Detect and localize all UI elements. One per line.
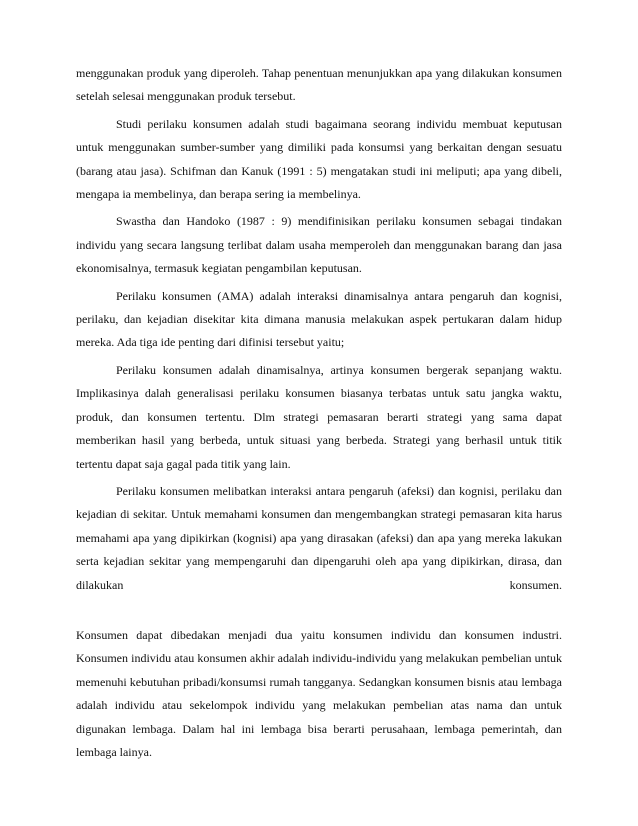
paragraph-swastha-handoko: Swastha dan Handoko (1987 : 9) mendifinisikan perilaku konsumen sebagai tindakan individu yang secara langsung terlibat dalam usaha memperoleh dan menggunakan barang dan jasa ekonomisalnya, termasuk kegiatan pengambilan keputusan. [76,214,562,276]
paragraph-jenis-konsumen: Konsumen dapat dibedakan menjadi dua yaitu konsumen individu dan konsumen industri. Konsumen individu atau konsumen akhir adalah individu-individu yang melakukan pembelian untuk memenuhi kebutuhan pribadi/konsumsi rumah tangganya. Sedangkan konsumen bisnis atau lembaga adalah individu atau sekelompok individu yang melakukan pembelian atas nama dan untuk digunakan lembaga. Dalam hal ini lembaga bisa berarti perusahaan, lembaga pemerintah, dan lembaga lainya. [76,627,562,759]
paragraph-interaksi: Perilaku konsumen melibatkan interaksi antara pengaruh (afeksi) dan kognisi, perilaku dan kejadian di sekitar. Untuk memahami konsumen dan mengembangkan strategi pemasaran kita harus memahami apa yang dipikirkan (kognisi) apa yang dirasakan (afeksi) dan apa yang mereka lakukan serta kejadian sekitar yang mempengaruhi dan dipengaruhi oleh apa yang dipikirkan, dirasa, dan dilakukan konsumen. [76,483,562,592]
paragraph-dinamis: Perilaku konsumen adalah dinamisalnya, artinya konsumen bergerak sepanjang waktu. Implikasinya dalah generalisasi perilaku konsumen biasanya terbatas untuk satu jangka waktu, produk, dan konsumen tertentu. Dlm strategi pemasaran berarti strategi yang sama dapat memberikan hasil yang berbeda, untuk situasi yang berbeda. Strategi yang berhasil untuk titik tertentu dapat saja gagal pada titik yang lain. [76,362,562,471]
paragraph-continuation: menggunakan produk yang diperoleh. Tahap penentuan menunjukkan apa yang dilakukan konsumen setelah selesai menggunakan produk tersebut. [76,66,562,104]
paragraph-gap [76,601,562,624]
document-page [76,62,562,768]
paragraph-ama-definition: Perilaku konsumen (AMA) adalah interaksi dinamisalnya antara pengaruh dan kognisi, perilaku, dan kejadian disekitar kita dimana manusia melakukan aspek pertukaran dalam hidup mereka. Ada tiga ide penting dari difinisi tersebut yaitu; [76,288,562,350]
paragraph-studi-perilaku: Studi perilaku konsumen adalah studi bagaimana seorang individu membuat keputusan untuk menggunakan sumber-sumber yang dimiliki pada konsumsi yang berkaitan dengan sesuatu (barang atau jasa). Schifman dan Kanuk (1991 : 5) mengatakan studi ini meliputi; apa yang dibeli, mengapa ia membelinya, dan berapa sering ia membelinya. [76,116,562,202]
